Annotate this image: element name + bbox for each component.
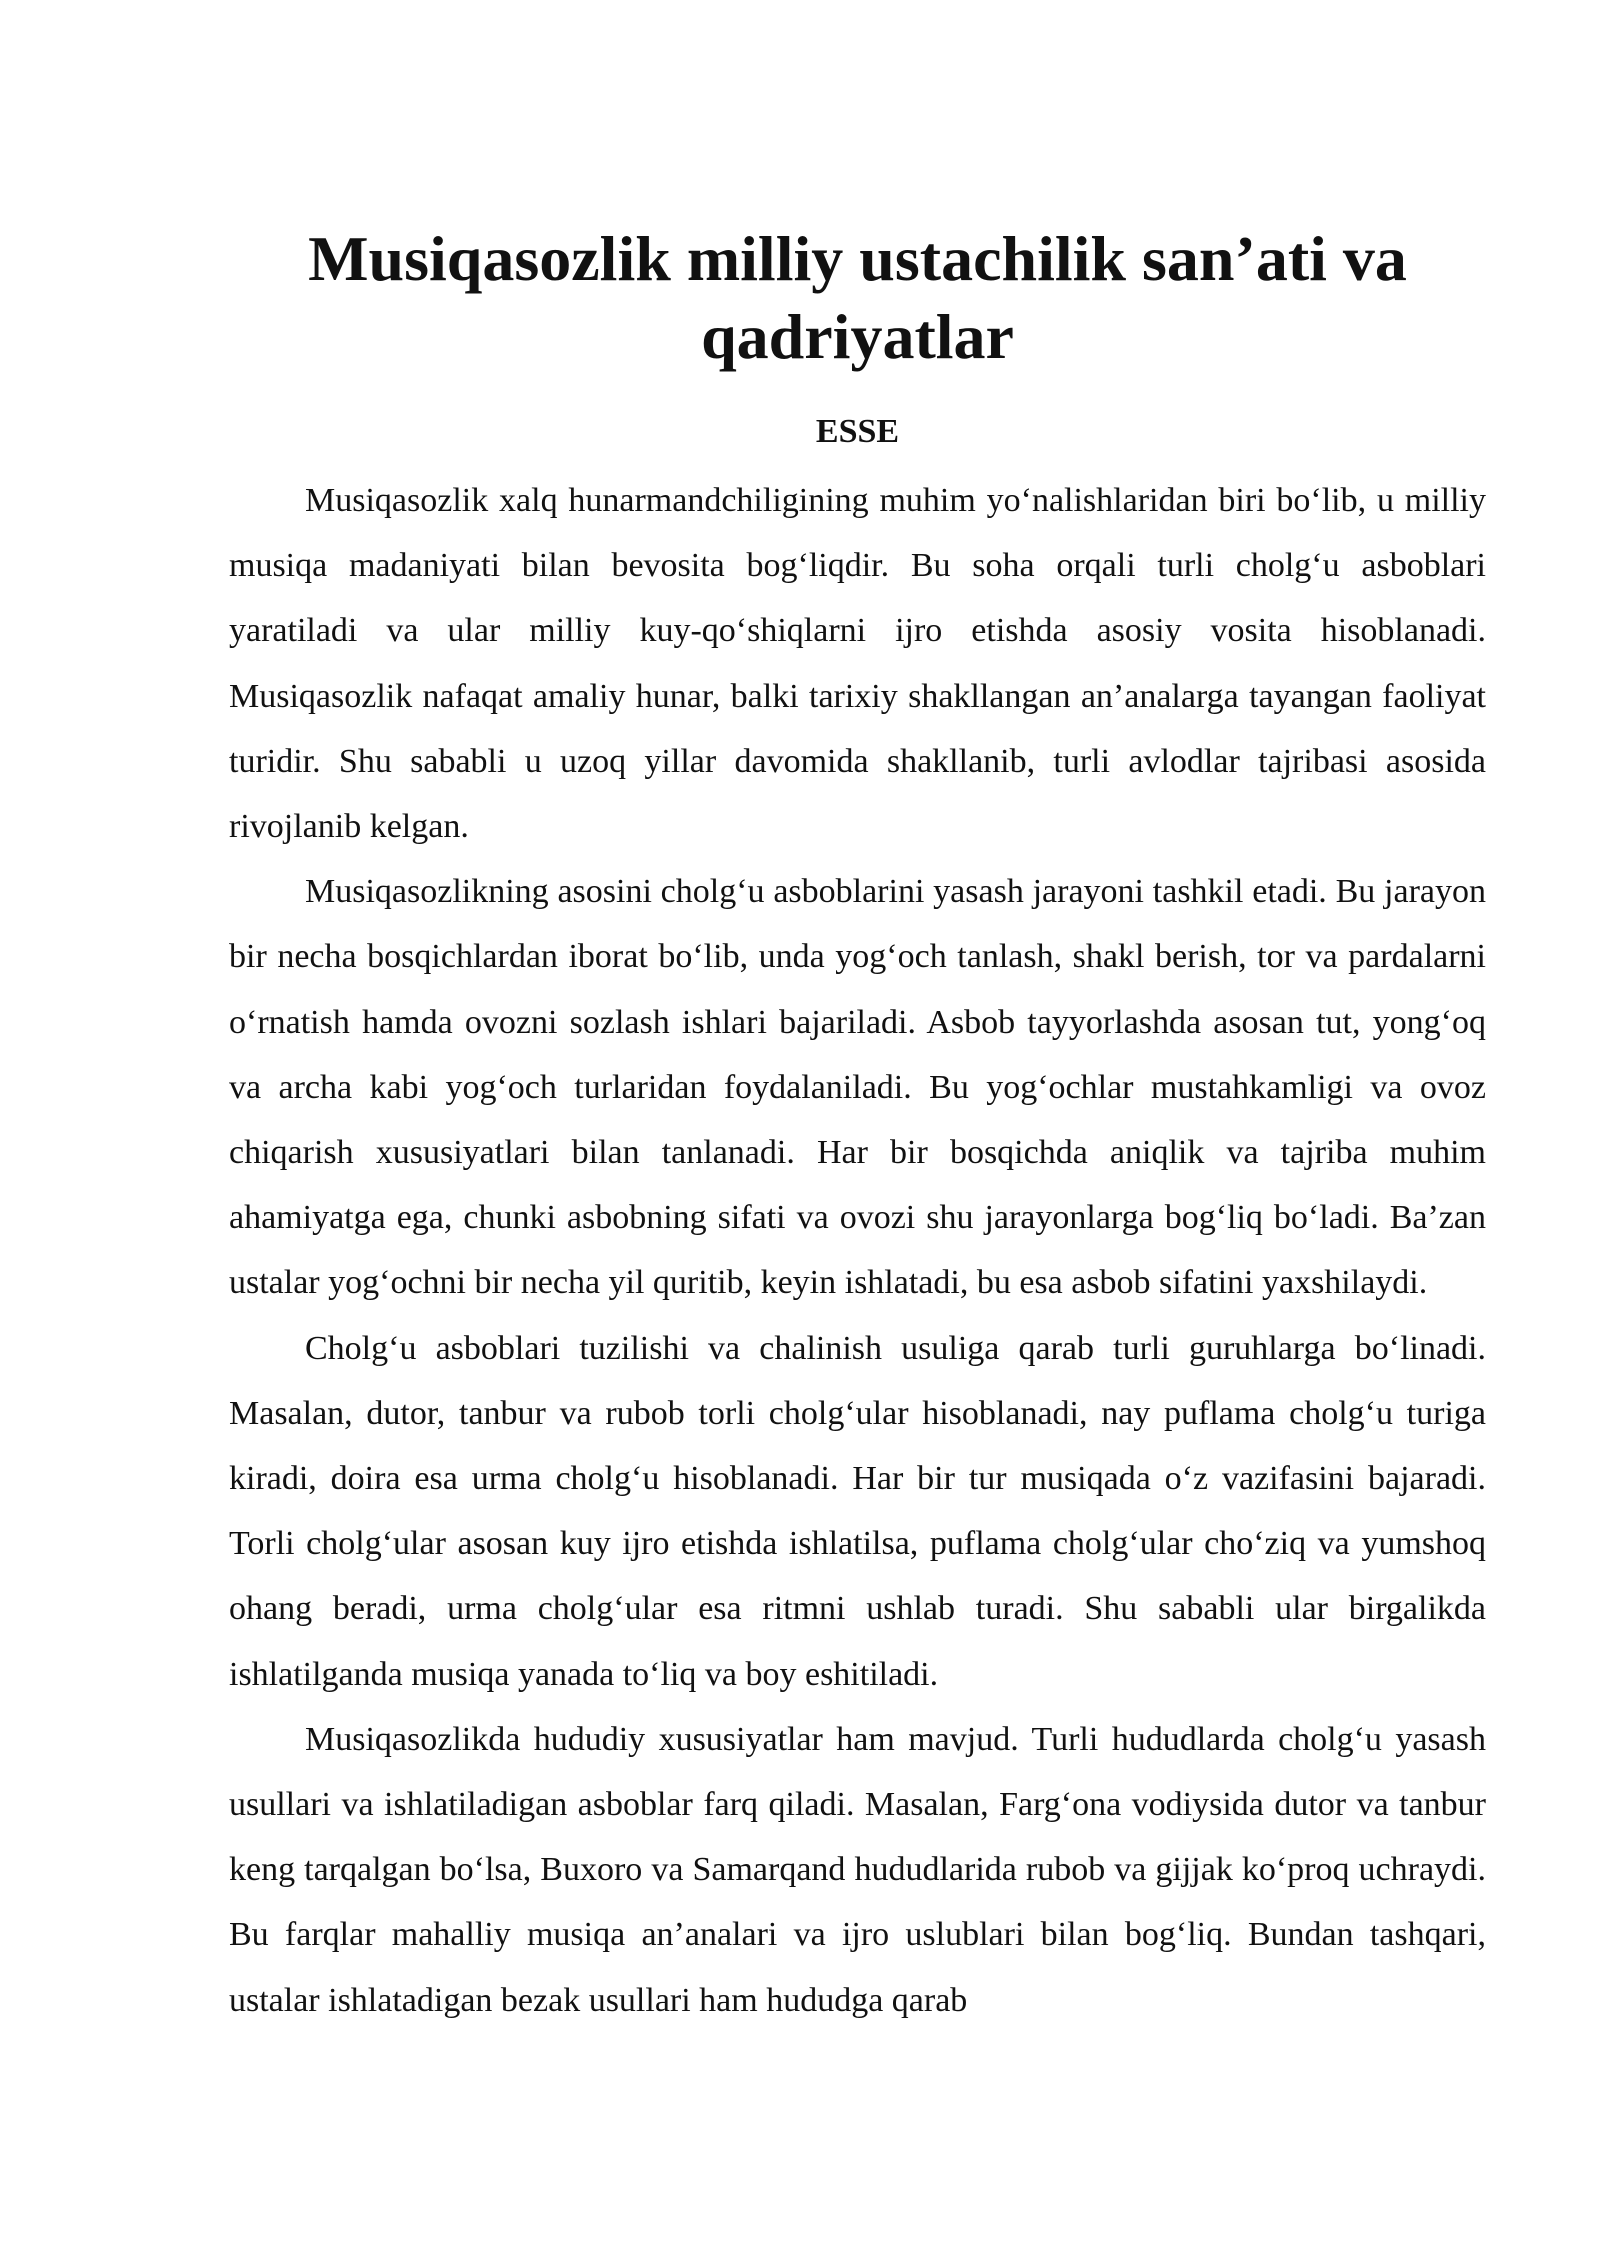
paragraph-2: Musiqasozlikning asosini cholg‘u asboblarini yasash jarayoni tashkil etadi. Bu jarayon bir necha bosqichlardan iborat bo‘lib, unda yog‘och tanlash, shakl berish, tor va pardalarni o‘rnatish hamda ovozni sozlash ishlari bajariladi. Asbob tayyorlashda asosan tut, yong‘oq va archa kabi yog‘och turlaridan foydalaniladi. Bu yog‘ochlar mustahkamligi va ovoz chiqarish xususiyatlari bilan tanlanadi. Har bir bosqichda aniqlik va tajriba muhim ahamiyatga ega, chunki asbobning sifati va ovozi shu jarayonlarga bog‘liq bo‘ladi. Ba’zan ustalar yog‘ochni bir necha yil quritib, keyin ishlatadi, bu esa asbob sifatini yaxshilaydi. bbox=[229, 873, 1486, 1302]
paragraph-4: Musiqasozlikda hududiy xususiyatlar ham mavjud. Turli hududlarda cholg‘u yasash usullari va ishlatiladigan asboblar farq qiladi. Masalan, Farg‘ona vodiysida dutor va tanbur keng tarqalgan bo‘lsa, Buxoro va Samarqand hududlarida rubob va gijjak ko‘proq uchraydi. Bu farqlar mahalliy musiqa an’analari va ijro uslublari bilan bog‘liq. Bundan tashqari, ustalar ishlatadigan bezak usullari ham hududga qarab bbox=[229, 1720, 1486, 2019]
paragraph-3: Cholg‘u asboblari tuzilishi va chalinish usuliga qarab turli guruhlarga bo‘linadi. Masalan, dutor, tanbur va rubob torli cholg‘ular hisoblanadi, nay puflama cholg‘u turiga kiradi, doira esa urma cholg‘u hisoblanadi. Har bir tur musiqada o‘z vazifasini bajaradi. Torli cholg‘ular asosan kuy ijro etishda ishlatilsa, puflama cholg‘ular cho‘ziq va yumshoq ohang beradi, urma cholg‘ular esa ritmni ushlab turadi. Shu sababli ular birgalikda ishlatilganda musiqa yanada to‘liq va boy eshitiladi. bbox=[229, 1329, 1486, 1693]
document-page bbox=[229, 220, 1486, 2033]
document-subtitle: ESSE bbox=[815, 413, 900, 450]
document-body bbox=[229, 468, 1486, 2033]
paragraph-1: Musiqasozlik xalq hunarmandchiligining muhim yo‘nalishlaridan biri bo‘lib, u milliy musiqa madaniyati bilan bevosita bog‘liqdir. Bu soha orqali turli cholg‘u asboblari yaratiladi va ular milliy kuy-qo‘shiqlarni ijro etishda asosiy vosita hisoblanadi. Musiqasozlik nafaqat amaliy hunar, balki tarixiy shakllangan an’analarga tayangan faoliyat turidir. Shu sababli u uzoq yillar davomida shakllanib, turli avlodlar tajribasi asosida rivojlanib kelgan. bbox=[229, 482, 1486, 846]
document-title: Musiqasozlik milliy ustachilik san’ati va qadriyatlar bbox=[308, 223, 1407, 372]
